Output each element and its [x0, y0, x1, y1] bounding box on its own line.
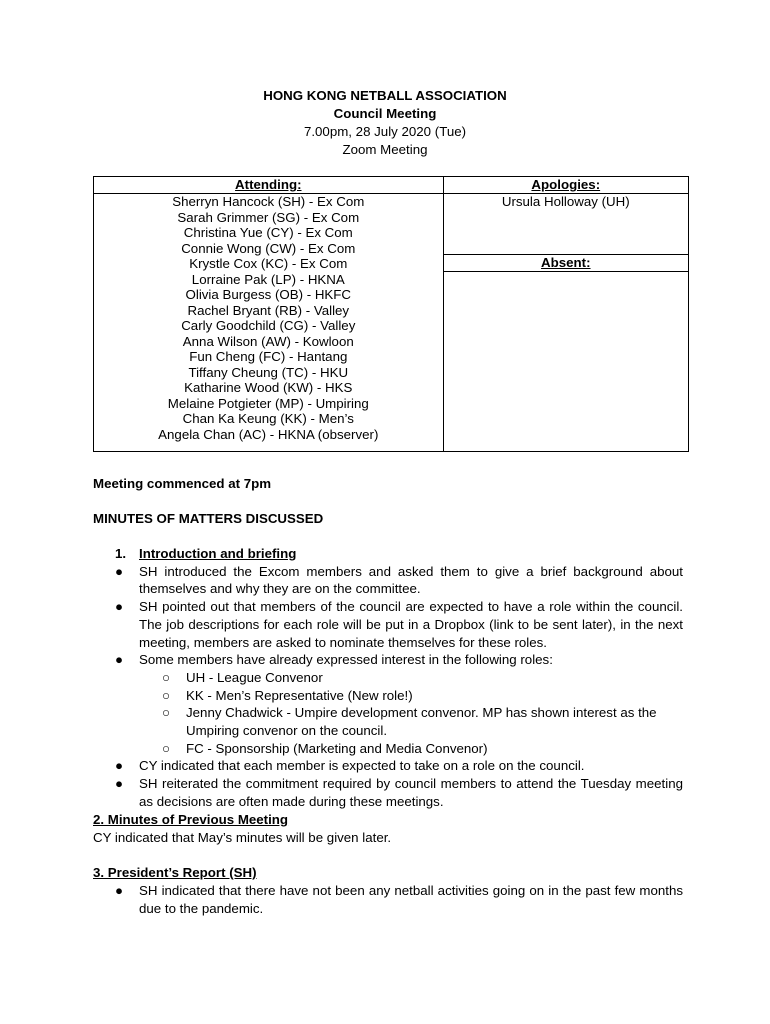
section-title-presidents-report: 3. President’s Report (SH)	[93, 865, 257, 880]
section-title-previous-minutes: 2. Minutes of Previous Meeting	[93, 812, 289, 827]
attendee: Sherryn Hancock (SH) - Ex Com	[172, 194, 365, 209]
attendee: Christina Yue (CY) - Ex Com	[183, 225, 353, 240]
role-item	[93, 669, 683, 687]
previous-minutes-text: CY indicated that May’s minutes will be given later.	[93, 830, 392, 845]
bullet-text: SH indicated that there have not been any netball activities going on in the past few months due to the pandemic.	[139, 883, 683, 916]
attendee: Krystle Cox (KC) - Ex Com	[189, 256, 348, 271]
attending-list	[94, 194, 444, 452]
org-name: HONG KONG NETBALL ASSOCIATION	[263, 88, 507, 103]
list-item	[93, 775, 683, 810]
roles-list	[93, 669, 683, 758]
role-item	[93, 740, 683, 758]
section-title: Introduction and briefing	[139, 546, 297, 561]
circle-bullet-icon: ○	[162, 705, 171, 721]
attendee: Anna Wilson (AW) - Kowloon	[182, 333, 354, 349]
attendee: Katharine Wood (KW) - HKS	[184, 380, 353, 395]
meeting-title: Council Meeting	[333, 106, 437, 121]
bullet-icon: ●	[115, 563, 124, 579]
apology-name: Ursula Holloway (UH)	[501, 194, 630, 209]
presidents-report-list	[93, 882, 683, 917]
bullet-text: SH introduced the Excom members and asked them to give a brief background about themselves and why they are on the committee.	[139, 563, 683, 597]
attendee: Carly Goodchild (CG) - Valley	[181, 318, 356, 333]
bullet-text: SH reiterated the commitment required by council members to attend the Tuesday meeting as decisions are often made during these meetings.	[139, 776, 683, 809]
attendee: Angela Chan (AC) - HKNA (observer)	[158, 426, 379, 442]
section-number: 1.	[115, 546, 127, 561]
role-item	[93, 687, 683, 705]
attendee: Tiffany Cheung (TC) - HKU	[188, 364, 349, 380]
section-heading	[93, 545, 683, 563]
absent-label: Absent:	[443, 255, 688, 272]
circle-bullet-icon: ○	[162, 687, 171, 703]
attending-label: Attending:	[94, 177, 444, 194]
list-item	[93, 563, 683, 598]
bullet-text: CY indicated that each member is expected to take on a role on the council.	[139, 758, 585, 774]
bullet-icon: ●	[115, 758, 124, 774]
circle-bullet-icon: ○	[162, 669, 171, 685]
role-text: Jenny Chadwick - Umpire development convenor. MP has shown interest as the Umpiring convenor on the council.	[186, 705, 657, 739]
attendee: Melaine Potgieter (MP) - Umpiring	[167, 395, 369, 411]
meeting-commenced: Meeting commenced at 7pm	[93, 476, 272, 491]
attendee: Fun Cheng (FC) - Hantang	[189, 349, 348, 364]
list-item	[93, 651, 683, 757]
attendee: Connie Wong (CW) - Ex Com	[181, 240, 356, 256]
list-item	[93, 757, 683, 775]
absent-list	[443, 272, 688, 452]
document-header	[0, 87, 770, 159]
apologies-label: Apologies:	[443, 177, 688, 194]
attendee: Sarah Grimmer (SG) - Ex Com	[177, 209, 360, 225]
bullet-icon: ●	[115, 776, 124, 792]
bullet-icon: ●	[115, 652, 124, 668]
attendance-table	[93, 176, 689, 452]
circle-bullet-icon: ○	[162, 740, 171, 756]
attendee: Lorraine Pak (LP) - HKNA	[191, 271, 345, 287]
bullet-text: Some members have already expressed interest in the following roles:	[139, 652, 553, 668]
attendee: Rachel Bryant (RB) - Valley	[187, 302, 350, 318]
role-text: UH - League Convenor	[186, 669, 323, 685]
bullet-text: SH pointed out that members of the council are expected to have a role within the council. The job descriptions for each role will be put in a Dropbox (link to be sent later), in the next meeting, members are asked to nominate themselves for these roles.	[139, 599, 683, 650]
minutes-heading: MINUTES OF MATTERS DISCUSSED	[93, 511, 324, 526]
list-item	[93, 598, 683, 651]
role-text: KK - Men’s Representative (New role!)	[186, 687, 413, 703]
meeting-datetime: 7.00pm, 28 July 2020 (Tue)	[303, 124, 467, 139]
list-item	[93, 882, 683, 917]
bullet-icon: ●	[115, 599, 124, 615]
meeting-venue: Zoom Meeting	[342, 142, 428, 157]
attendee: Chan Ka Keung (KK) - Men’s	[182, 411, 354, 426]
role-item	[93, 704, 683, 739]
role-text: FC - Sponsorship (Marketing and Media Convenor)	[186, 740, 488, 756]
bullet-icon: ●	[115, 883, 124, 898]
attendee: Olivia Burgess (OB) - HKFC	[185, 287, 352, 302]
apologies-list	[443, 194, 688, 255]
section-introduction	[93, 545, 683, 811]
